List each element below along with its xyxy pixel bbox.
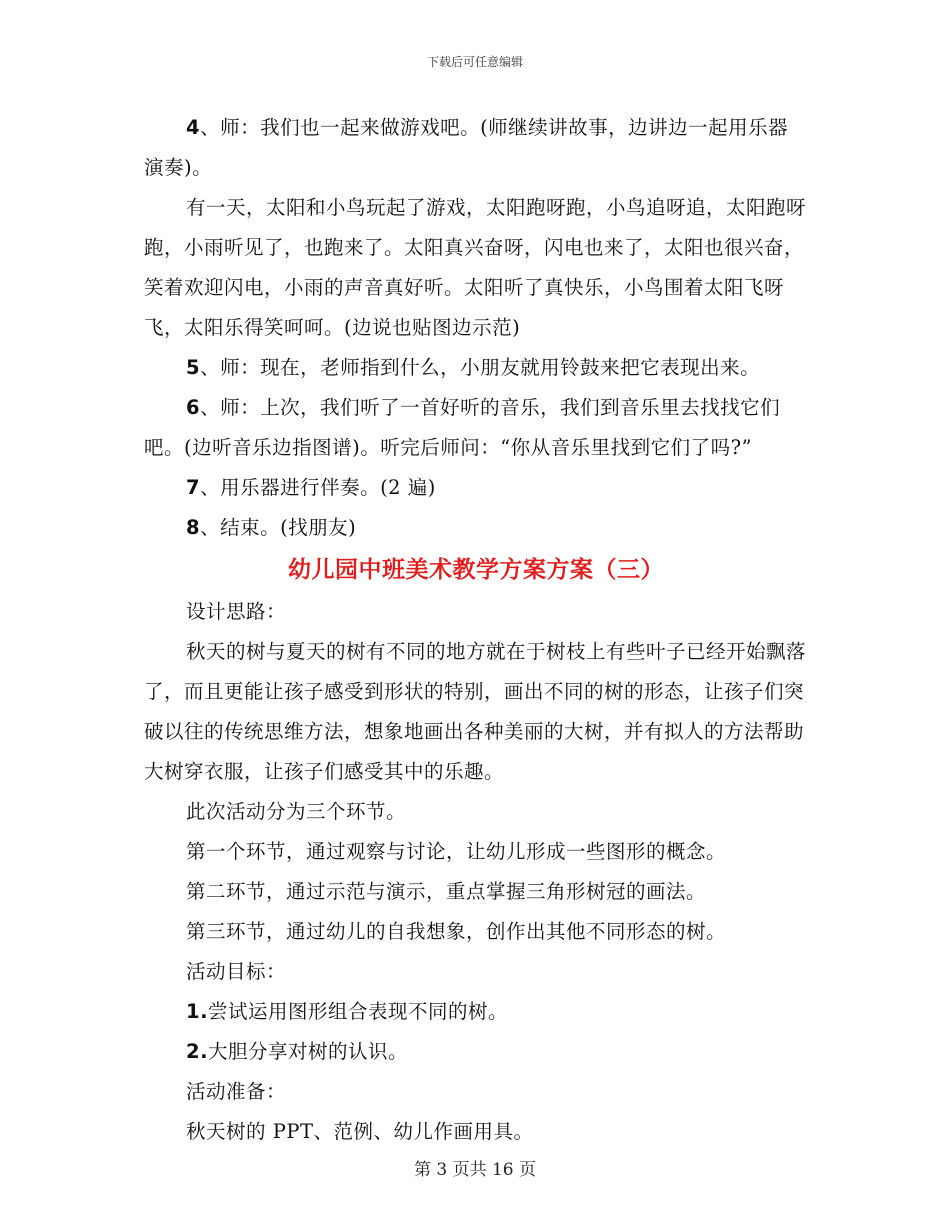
step-6 — [144, 388, 808, 468]
goal-text: 尝试运用图形组合表现不同的树。 — [207, 1000, 508, 1023]
goal-number: 2. — [186, 1040, 208, 1063]
step-text: 、师：现在，老师指到什么，小朋友就用铃鼓来把它表现出来。 — [200, 356, 761, 379]
design-label: 设计思路： — [186, 600, 287, 623]
step-number: 8 — [186, 516, 201, 539]
step-text: 、师：我们也一起来做游戏吧。(师继续讲故事，边讲边一起用乐器演奏)。 — [144, 116, 789, 179]
story-text: 有一天，太阳和小鸟玩起了游戏，太阳跑呀跑，小鸟追呀追，太阳跑呀跑，小雨听见了，也跑来了。太阳真兴奋呀，闪电也来了，太阳也很兴奋，笑着欢迎闪电，小雨的声音真好听。太阳听了真快乐，小鸟围着太阳飞呀飞，太阳乐得笑呵呵。(边说也贴图边示范) — [144, 196, 807, 339]
story-paragraph — [144, 188, 808, 348]
step-4 — [144, 108, 808, 188]
document-body — [144, 108, 808, 1152]
page-header: 下载后可任意编辑 — [426, 55, 523, 69]
goals-label: 活动目标： — [186, 960, 287, 983]
step-7 — [144, 468, 808, 508]
step-8 — [144, 508, 808, 548]
stage-item: 第三环节，通过幼儿的自我想象，创作出其他不同形态的树。 — [186, 920, 727, 943]
step-number: 7 — [186, 476, 201, 499]
step-text: 、用乐器进行伴奏。(2 遍) — [200, 476, 436, 499]
prep-text: 秋天树的 PPT、范例、幼儿作画用具。 — [186, 1120, 534, 1143]
goal-item — [144, 992, 808, 1032]
stage-item: 第一个环节，通过观察与讨论，让幼儿形成一些图形的概念。 — [186, 840, 727, 863]
page-footer: 第 3 页共 16 页 — [413, 1160, 537, 1180]
design-text: 秋天的树与夏天的树有不同的地方就在于树枝上有些叶子已经开始飘落了，而且更能让孩子感受到形状的特别，画出不同的树的形态，让孩子们突破以往的传统思维方法，想象地画出各种美丽的大树，并有拟人的方法帮助大树穿衣服，让孩子们感受其中的乐趣。 — [144, 640, 807, 783]
goal-number: 1. — [186, 1000, 208, 1023]
prep-label: 活动准备： — [186, 1080, 287, 1103]
goal-text: 大胆分享对树的认识。 — [207, 1040, 408, 1063]
step-number: 5 — [186, 356, 201, 379]
stage-item: 第二环节，通过示范与演示，重点掌握三角形树冠的画法。 — [186, 880, 707, 903]
step-text: 、结束。(找朋友) — [200, 516, 357, 539]
stages-intro: 此次活动分为三个环节。 — [186, 800, 407, 823]
goal-item — [144, 1032, 808, 1072]
step-text: 、师：上次，我们听了一首好听的音乐，我们到音乐里去找找它们吧。(边听音乐边指图谱)。听完后师问：“你从音乐里找到它们了吗?” — [144, 396, 781, 459]
step-number: 4 — [186, 116, 201, 139]
step-number: 6 — [186, 396, 201, 419]
section-title: 幼儿园中班美术教学方案方案（三） — [288, 557, 664, 583]
step-5 — [144, 348, 808, 388]
